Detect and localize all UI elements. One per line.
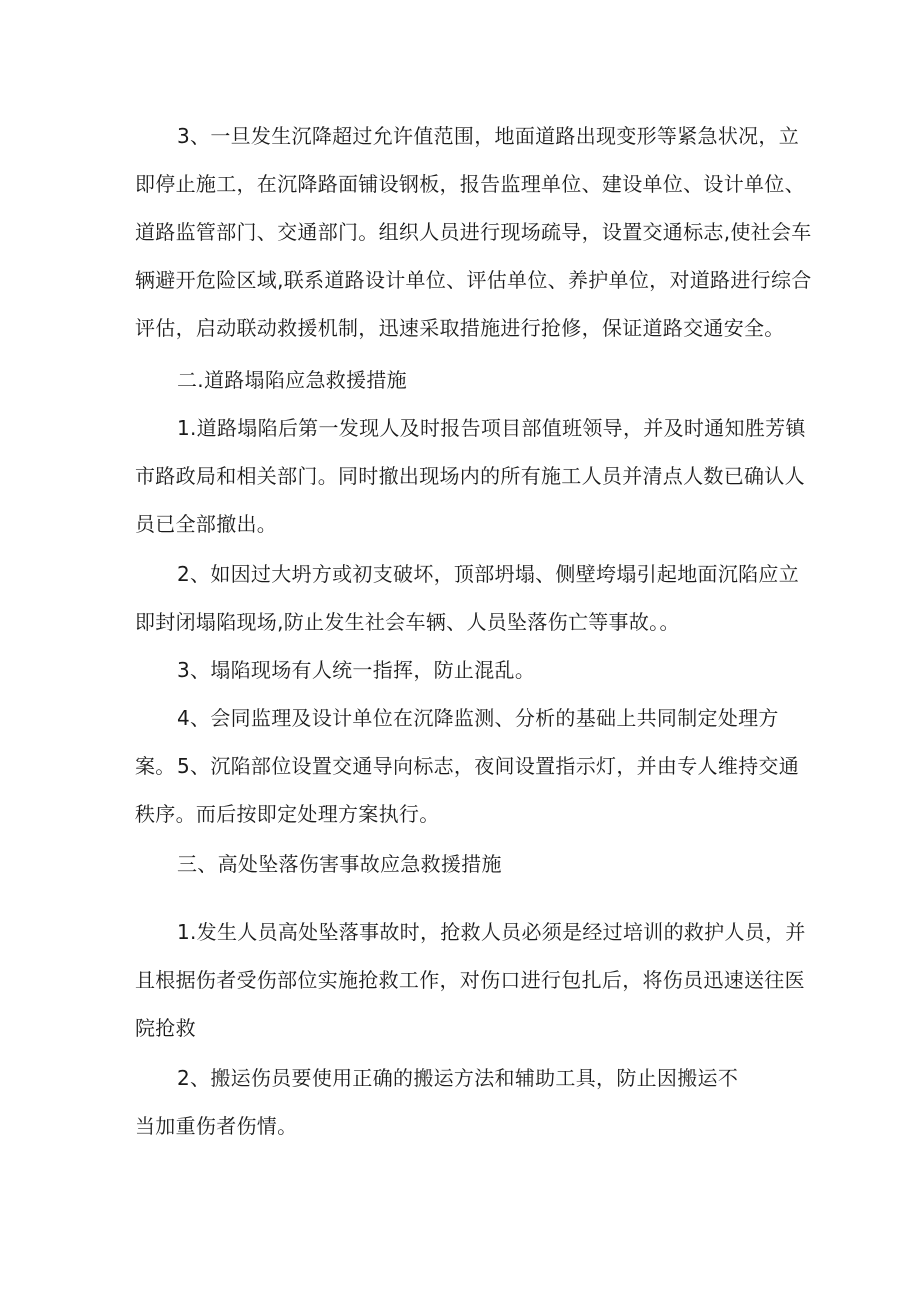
paragraph-fall-step-2: 2、搬运伤员要使用正确的搬运方法和辅助工具，防止因搬运不 [177, 1066, 739, 1090]
paragraph-collapse-step-2: 2、如因过大坍方或初支破坏，顶部坍塌、侧壁垮塌引起地面沉陷应立即封闭塌陷现场,防止发生社会车辆、人员坠落伤亡等事故。。 [135, 562, 800, 634]
paragraph-fall-step-1: 1.发生人员高处坠落事故时，抢救人员必须是经过培训的救护人员，并且根据伤者受伤部位实施抢救工作，对伤口进行包扎后，将伤员迅速送往医院抢救 [135, 920, 806, 1040]
paragraph-collapse-step-5: 5、沉陷部位设置交通导向标志，夜间设置指示灯，并由专人维持交通秩序。而后按即定处理方案执行。 [135, 754, 800, 826]
paragraph-collapse-step-3: 3、塌陷现场有人统一指挥，防止混乱。 [177, 658, 536, 682]
heading-road-collapse: 二.道路塌陷应急救援措施 [177, 368, 407, 392]
paragraph-collapse-step-1: 1.道路塌陷后第一发现人及时报告项目部值班领导，并及时通知胜芳镇市路政局和相关部门。同时撤出现场内的所有施工人员并清点人数已确认人员已全部撤出。 [135, 416, 806, 536]
paragraph-collapse-step-4: 4、会同监理及设计单位在沉降监测、分析的基础上共同制定处理方案。 [135, 706, 779, 778]
paragraph-fall-step-2-continued: 当加重伤者伤情。 [135, 1114, 298, 1138]
heading-fall-injury: 三、高处坠落伤害事故应急救援措施 [177, 852, 502, 876]
paragraph-settlement-step-3: 3、一旦发生沉降超过允许值范围，地面道路出现变形等紧急状况，立即停止施工，在沉降路面铺设钢板，报告监理单位、建设单位、设计单位、道路监管部门、交通部门。组织人员进行现场疏导，设置交通标志,使社会车辆避开危险区域,联系道路设计单位、评估单位、养护单位，对道路进行综合评估，启动联动救援机制，迅速采取措施进行抢修，保证道路交通安全。 [135, 124, 812, 340]
